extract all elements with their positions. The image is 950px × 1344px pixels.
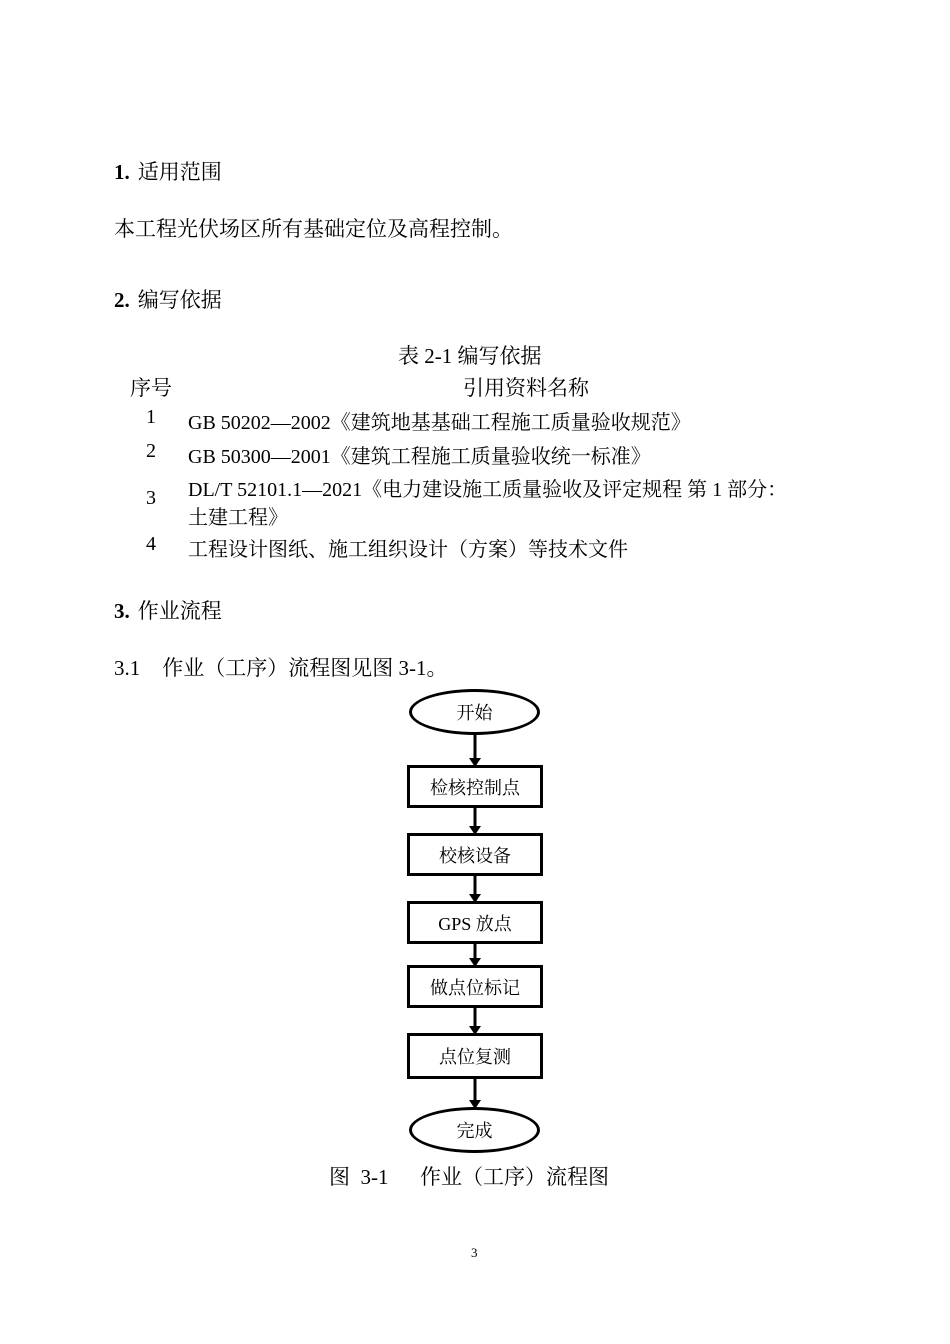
- section-1-body: 本工程光伏场区所有基础定位及高程控制。: [114, 217, 513, 241]
- section-3-title: 作业流程: [137, 599, 222, 623]
- subsection-3-1-number: 3.1: [114, 656, 141, 680]
- figure-caption: 图 3-1 作业（工序）流程图: [329, 1165, 609, 1189]
- table-row-1-no: 1: [146, 406, 156, 428]
- table-row-3-no: 3: [146, 487, 156, 509]
- table-row-4-name: 工程设计图纸、施工组织设计（方案）等技术文件: [188, 539, 628, 561]
- subsection-3-1-text: 作业（工序）流程图见图 3-1。: [162, 656, 448, 680]
- page-number: 3: [471, 1245, 478, 1260]
- section-2-number: 2.: [114, 288, 130, 312]
- flowchart-step-check-control-points: 检核控制点: [407, 765, 543, 808]
- table-row-3-name-line1: DL/T 52101.1—2021《电力建设施工质量验收及评定规程 第 1 部分：: [188, 479, 788, 501]
- flowchart-step-recheck-points: 点位复测: [407, 1033, 543, 1079]
- table-row-2-no: 2: [146, 440, 156, 462]
- table-row-4-no: 4: [146, 533, 156, 555]
- section-2-title: 编写依据: [137, 288, 222, 312]
- table-caption: 表 2-1 编写依据: [398, 344, 542, 368]
- table-header-name: 引用资料名称: [463, 376, 589, 400]
- flowchart-step-gps-stakeout: GPS 放点: [407, 901, 543, 944]
- flowchart-step-calibrate-equipment: 校核设备: [407, 833, 543, 876]
- flowchart-end: 完成: [409, 1107, 540, 1153]
- section-1-number: 1.: [114, 160, 130, 184]
- table-header-no: 序号: [130, 376, 172, 400]
- flowchart-start: 开始: [409, 689, 540, 735]
- table-row-3-name-line2: 土建工程》: [188, 507, 288, 529]
- section-3-number: 3.: [114, 599, 130, 623]
- table-row-1-name: GB 50202—2002《建筑地基基础工程施工质量验收规范》: [188, 412, 691, 434]
- flowchart-step-mark-points: 做点位标记: [407, 965, 543, 1008]
- table-row-2-name: GB 50300—2001《建筑工程施工质量验收统一标准》: [188, 446, 651, 468]
- section-1-title: 适用范围: [137, 160, 222, 184]
